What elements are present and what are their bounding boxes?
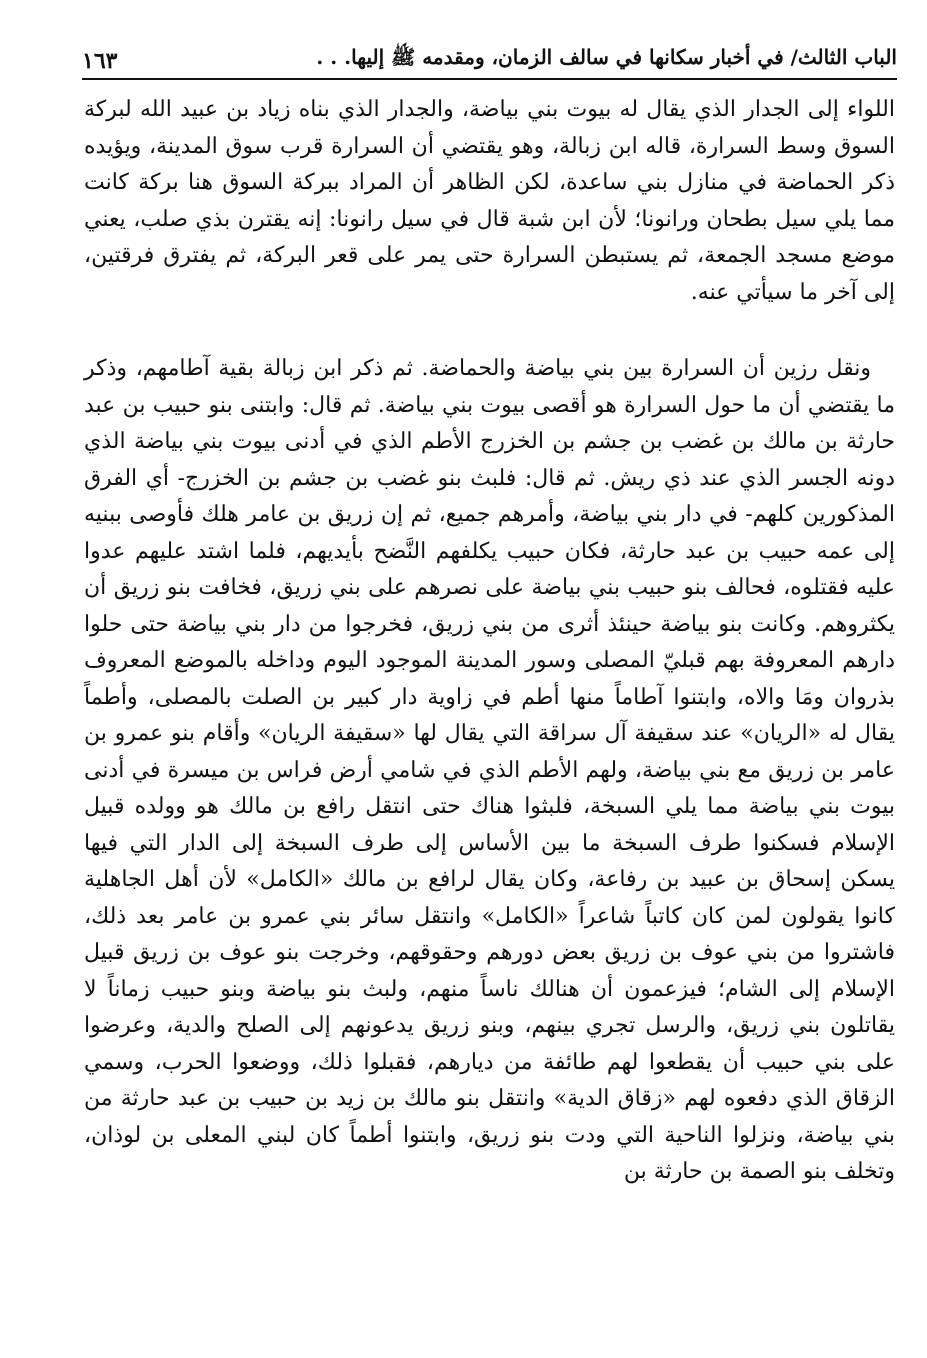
paragraph: ونقل رزين أن السرارة بين بني بياضة والحماضة. ثم ذكر ابن زبالة بقية آطامهم، وذكر ما يقتضي أن ما حول السرارة هو أقصى بيوت بني بياضة. ثم قال: وابتنى بنو حبيب بن عبد حارثة بن مالك بن غضب بن جشم بن الخزرج الأطم الذي في أدنى بيوت بني بياضة الذي دونه الجسر الذي عند ذي ريش. ثم قال: فلبث بنو غضب بن جشم بن الخزرج- أي الفرق المذكورين كلهم- في دار بني بياضة، وأمرهم جميع، ثم إن زريق بن عامر هلك فأوصى ببنيه إلى عمه حبيب بن عبد حارثة، فكان حبيب يكلفهم النَّضح بأيديهم، فلما اشتد عليهم عدوا عليه فقتلوه، فحالف بنو حبيب بني بياضة على نصرهم على بني زريق، فخافت بنو زريق أن يكثروهم. وكانت بنو بياضة حينئذ أثرى من بني زريق، فخرجوا من دار بني بياضة حتى حلوا دارهم المعروفة بهم قبليّ المصلى وسور المدينة الموجود اليوم وداخله بالموضع المعروف بذروان ومَا والاه، وابتنوا آطاماً منها أطم في زاوية دار كبير بن الصلت بالمصلى، وأطماً يقال له «الريان» عند سقيفة آل سراقة التي يقال لها «سقيفة الريان» وأقام بنو عمرو بن عامر بن زريق مع بني بياضة، ولهم الأطم الذي في شامي أرض فراس بن ميسرة في أدنى بيوت بني بياضة مما يلي السبخة، فلبثوا هناك حتى انتقل رافع بن مالك هو وولده قبيل الإسلام فسكنوا طرف السبخة ما بين الأساس إلى طرف السبخة إلى الدار التي فيها يسكن إسحاق بن عبيد بن رفاعة، وكان يقال لرافع بن مالك «الكامل» لأن أهل الجاهلية كانوا يقولون لمن كان كاتباً شاعراً «الكامل» وانتقل سائر بني عمرو بن عامر بعد ذلك، فاشتروا من بني عوف بن زريق بعض دورهم وحقوقهم، وخرجت بنو عوف بن زريق قبيل الإسلام إلى الشام؛ فيزعمون أن هنالك ناساً منهم، ولبث بنو بياضة وبنو حبيب زماناً لا يقاتلون بني زريق، والرسل تجري بينهم، وبنو زريق يدعونهم إلى الصلح والدية، وعرضوا على بني حبيب أن يقطعوا لهم طائفة من ديارهم، فقبلوا ذلك، ووضعوا الحرب، وسمي الزقاق الذي دفعوه لهم «زقاق الدية» وانتقل بنو مالك بن زيد بن حبيب بن عبد حارثة من بني بياضة، ونزلوا الناحية التي ودت بنو زريق، وابتنوا أطماً كان لبني المعلى بن لوذان، وتخلف بنو الصمة بن حارثة بن: [84, 356, 896, 1184]
body-text: [84, 92, 895, 1191]
running-header: [82, 36, 897, 80]
page-number: ١٦٣: [82, 48, 118, 74]
paragraph: اللواء إلى الجدار الذي يقال له بيوت بني بياضة، والجدار الذي بناه زياد بن عبيد الله لبركة السوق وسط السرارة، قاله ابن زبالة، وهو يقتضي أن السرارة قرب سوق المدينة، ويؤيده ذكر الحماضة في منازل بني ساعدة، لكن الظاهر أن المراد ببركة السوق هنا بركة كانت مما يلي سيل بطحان ورانونا؛ لأن ابن شبة قال في سيل رانونا: إنه يقترن بذي صلب، يعني موضع مسجد الجمعة، ثم يستبطن السرارة حتى يمر على قعر البركة، ثم يفترق فرقتين، إلى آخر ما سيأتي عنه.: [84, 97, 895, 305]
chapter-title: الباب الثالث/ في أخبار سكانها في سالف الزمان، ومقدمه ﷺ إليها. . .: [316, 45, 897, 69]
